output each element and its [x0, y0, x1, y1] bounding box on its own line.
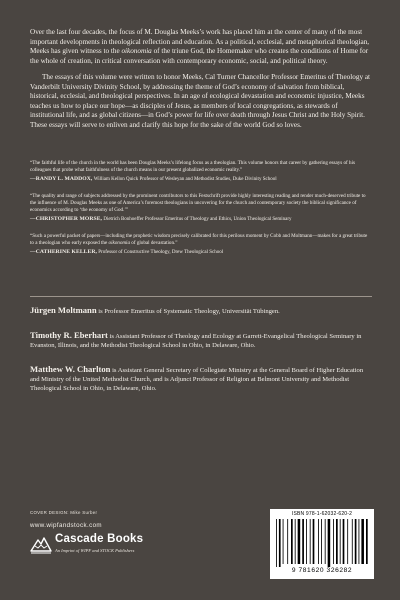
endorsement-text-rich — [30, 233, 372, 247]
endorser-name: —RANDY L. MADDOX, — [30, 176, 93, 183]
editor-name: Matthew W. Charlton — [30, 363, 111, 374]
endorsement — [30, 193, 372, 224]
barcode-bar — [313, 519, 315, 564]
barcode-bar — [340, 519, 341, 564]
endorser-role: Dietrich Bonhoeffer Professor Emeritus of Theology and Ethics, Union Theological Seminary — [103, 216, 292, 222]
barcode-bar — [352, 519, 353, 564]
barcode-bar — [287, 519, 288, 564]
endorser-name: —CHRISTOPHER MORSE, — [30, 215, 103, 222]
description-paragraph-1 — [30, 28, 372, 66]
publisher-name: Cascade Books — [55, 533, 144, 545]
endorser-name: —CATHERINE KELLER, — [30, 248, 97, 255]
barcode-bar — [279, 519, 281, 567]
barcode-bar — [347, 519, 348, 564]
italic-term: oikonomia — [121, 47, 152, 55]
barcode-bar — [328, 519, 331, 567]
isbn-label: ISBN 978-1-62032-620-2 — [291, 511, 353, 517]
text-run: The essays of this volume were written to honor Meeks, Cal Turner Chancellor Professor Emeritus of Theology at Vanderbilt University Divinity School, by addressing the theme of God’s economy of salvation from biblical, historical, ecclesial, and theological perspectives. In an age of ecological devastation and economic injustice, Meeks teaches us how to place our hope—as disciples of Jesus, as members of local congregations, as stewards of institutional life, and as global citizens—in God’s power for life over death through Jesus Christ and the Holy Spirit. These essays will serve to enliven and clarify this hope for the sake of the world God so loves. — [30, 73, 371, 129]
editor-name: Jürgen Moltmann — [30, 305, 97, 315]
barcode-bar — [359, 519, 360, 564]
endorsements — [30, 160, 372, 266]
barcode-bar — [325, 519, 326, 564]
barcode-bar — [343, 519, 345, 564]
endorsement-attribution — [30, 216, 372, 224]
barcode-bar — [276, 519, 277, 567]
barcode-bar — [295, 519, 296, 564]
description-paragraph-2 — [30, 73, 372, 130]
endorsement-attribution — [30, 249, 372, 257]
endorsement-attribution — [30, 176, 372, 184]
publisher-website[interactable]: www.wipfandstock.com — [30, 522, 102, 529]
editor-bio — [30, 364, 372, 394]
barcode-bar — [318, 519, 319, 564]
barcode-bar — [302, 519, 304, 564]
barcode-bar — [283, 519, 284, 564]
barcode-bar — [361, 519, 364, 564]
barcode-bar — [355, 519, 357, 564]
editor-bio — [30, 330, 372, 351]
text-run: “Such a powerful packet of papers—including the prophetic wisdom precisely calibrated for this perilous moment by Cobb and Moltmann—makes for a great tribute to a theologian who early exposed the — [30, 232, 368, 246]
isbn-barcode — [270, 509, 374, 579]
barcode-bar — [306, 519, 307, 564]
italic-term: oikonomia — [108, 239, 131, 246]
barcode-bar — [336, 519, 338, 564]
endorsement-text: “The faithful life of the church in the world has been Douglas Meeks’s lifelong focus as a theologian. This volume honors that career by gathering essays of his colleagues that probe what faithfulness of the church means in our present globalized economic reality.” — [30, 160, 355, 174]
editor-bio — [30, 305, 372, 317]
publisher-logo — [30, 533, 200, 563]
barcode-bar — [310, 519, 311, 564]
barcode-digits: 9 781620 326282 — [291, 567, 353, 574]
barcode-bars — [276, 519, 368, 567]
barcode-bar — [366, 519, 368, 564]
editor-name: Timothy R. Eberhart — [30, 329, 108, 340]
barcode-bar — [333, 519, 334, 564]
text-run: of the triune God, the Homemaker who creates the conditions of Home for the whole of creation, in critical conversation with contemporary economic, social, and political theory. — [30, 47, 369, 65]
publisher-tagline: An Imprint of WIPF and STOCK Publishers — [55, 548, 135, 553]
endorsement — [30, 233, 372, 257]
endorsement-text: “The quality and range of subjects addressed by the prominent contributors to this Festschrift provide highly interesting reading and render much-deserved tribute to the influence of M. Douglas Meeks as one of America’s foremost theologians in uncovering for the church and contemporary society the biblical significance of economics according to ‘the economy of God.’” — [30, 192, 366, 213]
text-run: Over the last four decades, the focus of M. Douglas Meeks’s work has placed him at the center of many of the most important developments in theological reflection and education. As a political, ecclesial, and metaphorical theologian, Meeks has given witness to the — [30, 28, 370, 55]
endorser-role: William Kellon Quick Professor of Wesleyan and Methodist Studies, Duke Divinity School — [93, 177, 277, 183]
endorser-role: Professor of Constructive Theology, Drew Theological School — [98, 249, 224, 255]
barcode-bar — [291, 519, 293, 564]
mountain-logo-icon — [30, 534, 52, 554]
section-divider — [30, 296, 372, 297]
editor-bio-text: is Professor Emeritus of Systematic Theology, Universität Tübingen. — [96, 308, 280, 315]
barcode-bar — [298, 519, 301, 564]
editor-bios — [30, 305, 372, 407]
book-description — [30, 28, 372, 137]
editor-bio-text: is Assistant Professor of Theology and Ecology at Garrett-Evangelical Theological Seminary in Evanston, Illinois, and the Methodist Theological School in Ohio, in Delaware, Ohio. — [30, 332, 362, 349]
cover-design-credit: COVER DESIGN: Mike Surber — [30, 510, 98, 515]
editor-bio-text: is Assistant General Secretary of Collegiate Ministry at the General Board of Higher Education and Ministry of the United Methodist Church, and is Adjunct Professor of Religion at Belmont University and Methodist Theological School in Ohio, in Delaware, Ohio. — [30, 366, 364, 392]
endorsement — [30, 160, 372, 184]
text-run: of global devastation.” — [130, 239, 178, 246]
barcode-bar — [321, 519, 322, 564]
